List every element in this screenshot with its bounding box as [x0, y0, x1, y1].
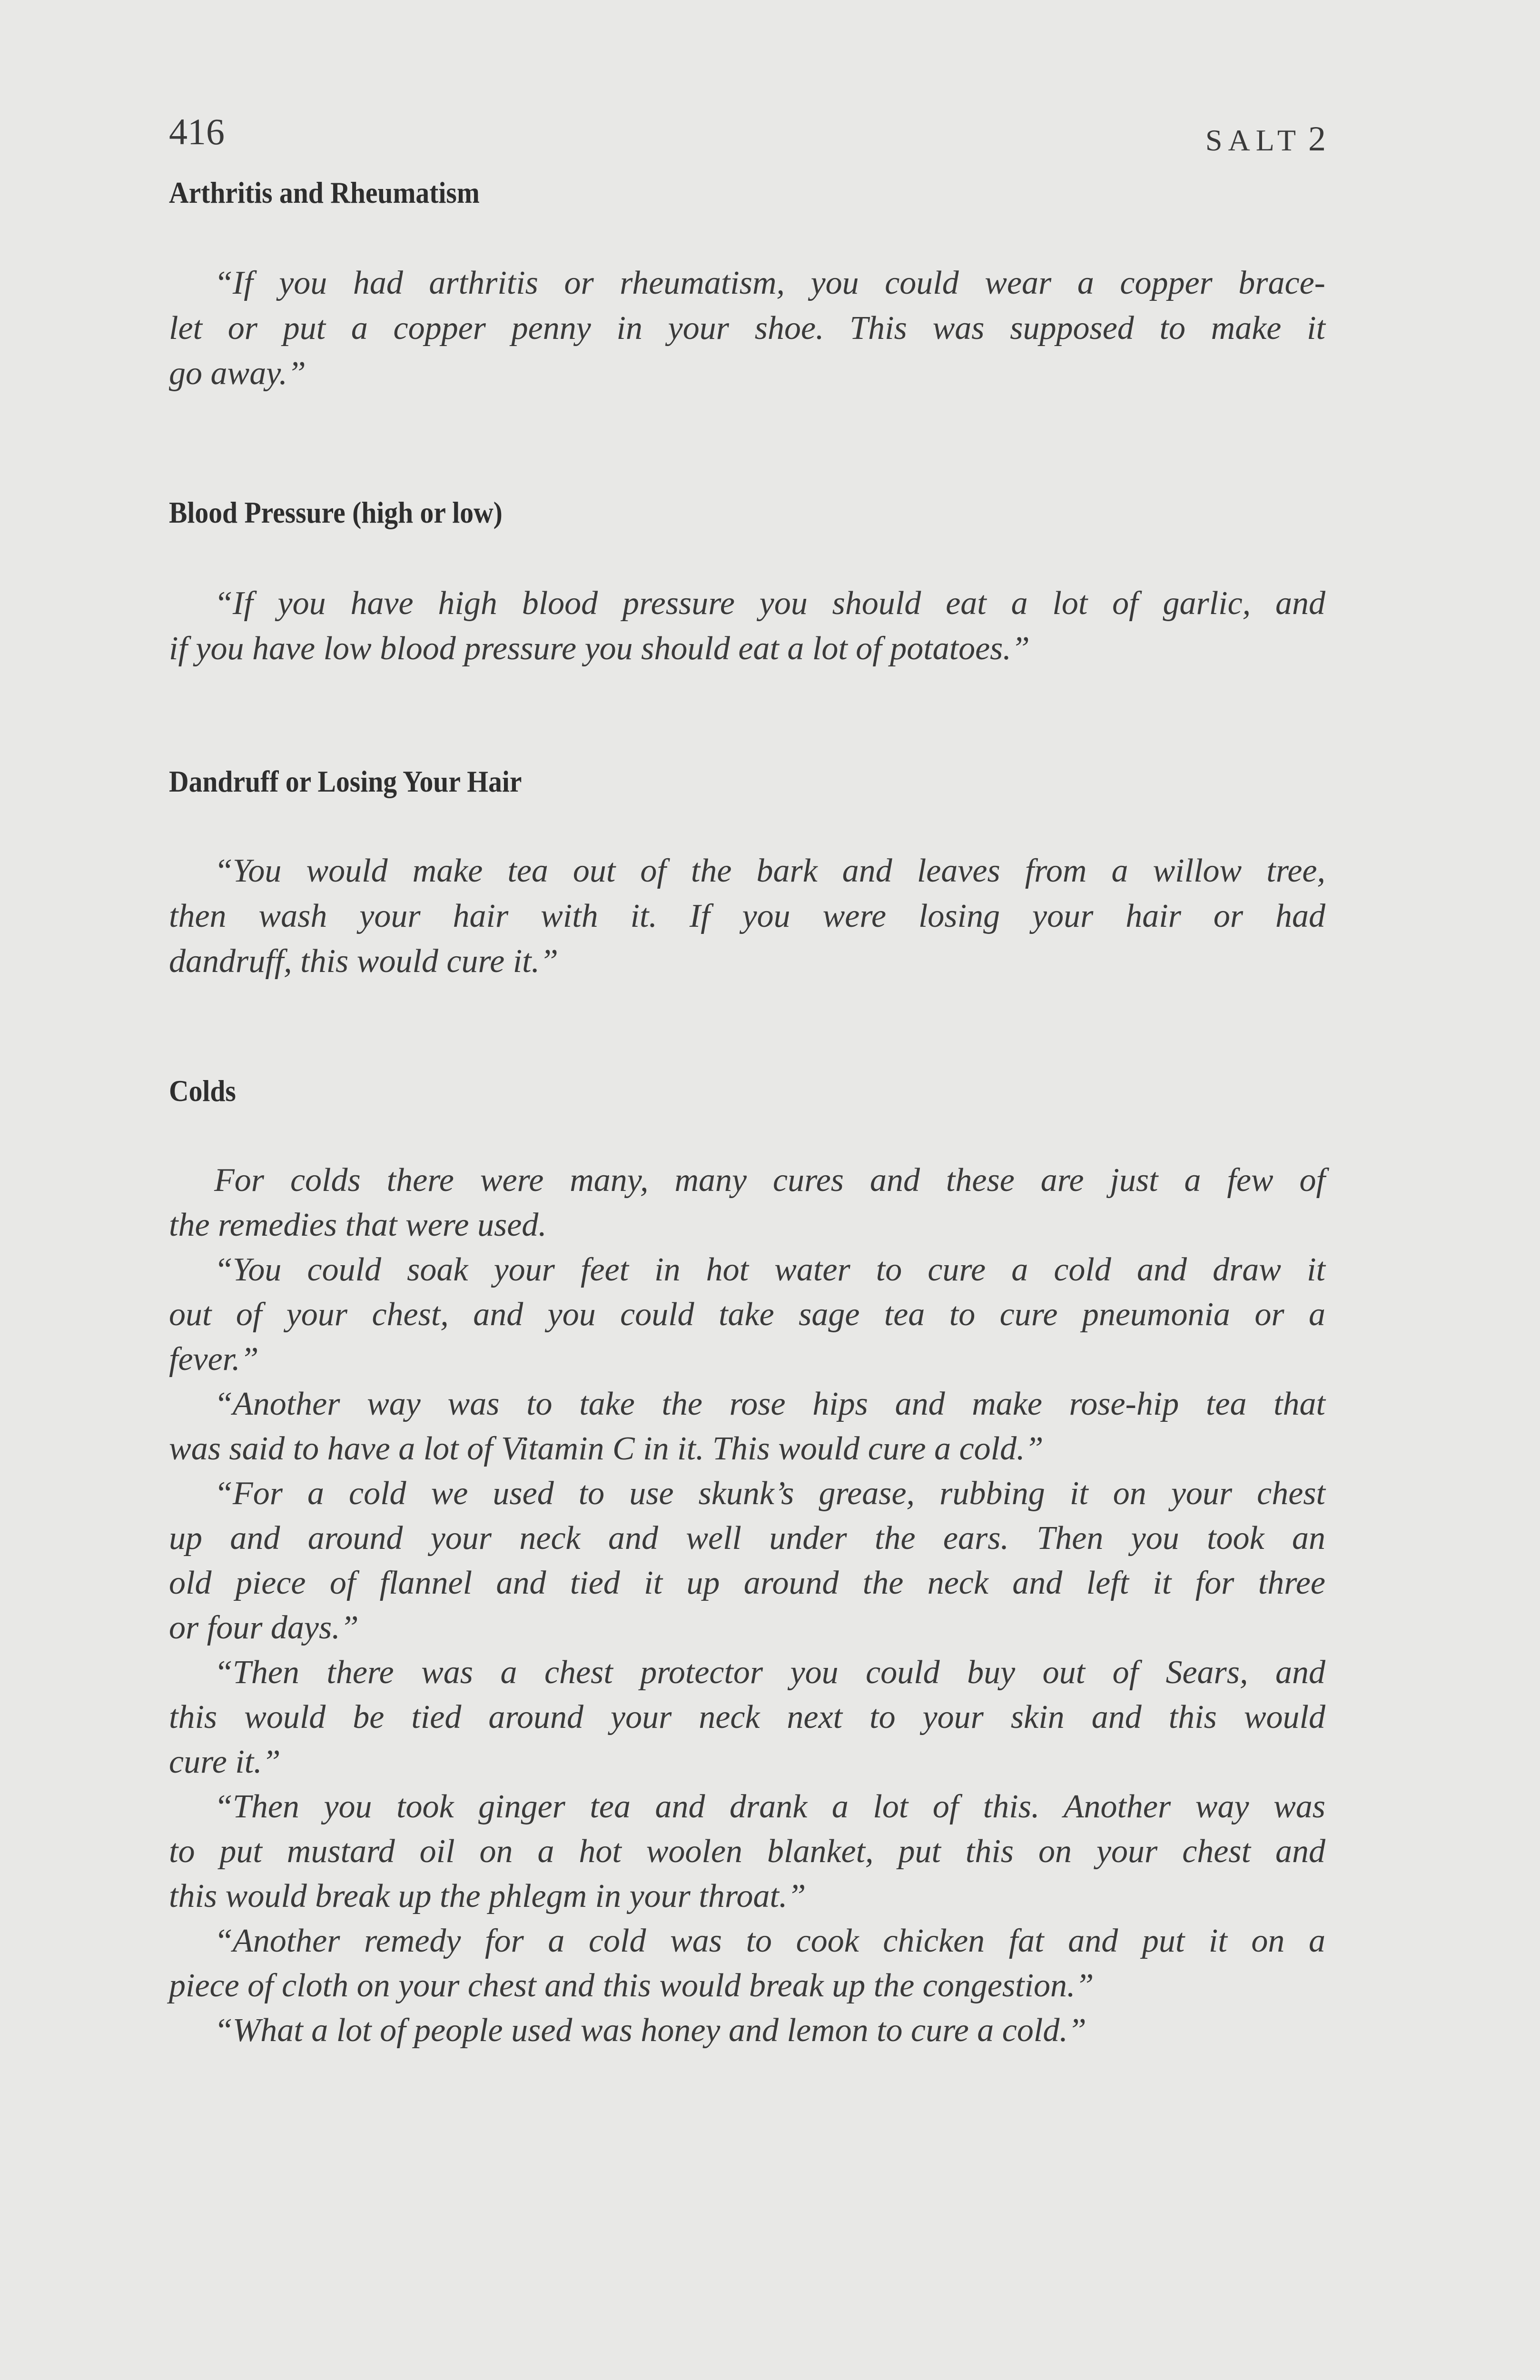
running-head — [1205, 119, 1326, 159]
text-line: this would be tied around your neck next to your skin and this would — [169, 1699, 1325, 1735]
running-head-title: SALT — [1205, 123, 1302, 157]
text-line: “If you have high blood pressure you should eat a lot of garlic, and — [214, 585, 1325, 622]
section-heading-blood-pressure: Blood Pressure (high or low) — [169, 496, 503, 529]
text-line: “Then you took ginger tea and drank a lot of this. Another way was — [214, 1788, 1325, 1825]
text-line: to put mustard oil on a hot woolen blanket, put this on your chest and — [169, 1833, 1325, 1870]
running-head-number: 2 — [1308, 119, 1326, 159]
section-heading-colds: Colds — [169, 1074, 236, 1108]
text-line: “If you had arthritis or rheumatism, you could wear a copper brace- — [214, 265, 1325, 301]
text-line: then wash your hair with it. If you were losing your hair or had — [169, 898, 1325, 934]
text-line: this would break up the phlegm in your throat.” — [169, 1878, 806, 1914]
section-heading-dandruff: Dandruff or Losing Your Hair — [169, 764, 522, 798]
text-line: the remedies that were used. — [169, 1207, 547, 1243]
text-line: “Then there was a chest protector you could buy out of Sears, and — [214, 1654, 1325, 1691]
text-line: up and around your neck and well under the ears. Then you took an — [169, 1520, 1325, 1557]
text-line: piece of cloth on your chest and this would break up the congestion.” — [169, 1967, 1094, 2004]
text-line: For colds there were many, many cures and these are just a few of — [214, 1162, 1325, 1199]
text-line: go away.” — [169, 355, 306, 392]
text-line: “What a lot of people used was honey and lemon to cure a cold.” — [214, 2012, 1086, 2049]
page-number: 416 — [169, 111, 225, 152]
text-line: dandruff, this would cure it.” — [169, 943, 559, 980]
text-line: “For a cold we used to use skunk’s grease, rubbing it on your chest — [214, 1475, 1325, 1512]
text-line: if you have low blood pressure you should eat a lot of potatoes.” — [169, 630, 1030, 667]
text-line: was said to have a lot of Vitamin C in it. This would cure a cold.” — [169, 1430, 1044, 1467]
text-line: “You could soak your feet in hot water to cure a cold and draw it — [214, 1251, 1325, 1288]
text-line: “Another remedy for a cold was to cook chicken fat and put it on a — [214, 1923, 1325, 1959]
text-line: out of your chest, and you could take sage tea to cure pneumonia or a — [169, 1296, 1325, 1333]
text-line: let or put a copper penny in your shoe. This was supposed to make it — [169, 310, 1325, 347]
section-heading-arthritis: Arthritis and Rheumatism — [169, 176, 480, 209]
text-line: fever.” — [169, 1341, 259, 1378]
text-line: “Another way was to take the rose hips and make rose-hip tea that — [214, 1386, 1325, 1422]
text-line: or four days.” — [169, 1609, 359, 1646]
text-line: cure it.” — [169, 1744, 281, 1780]
text-line: old piece of flannel and tied it up around the neck and left it for three — [169, 1565, 1325, 1601]
text-line: “You would make tea out of the bark and leaves from a willow tree, — [214, 853, 1325, 889]
